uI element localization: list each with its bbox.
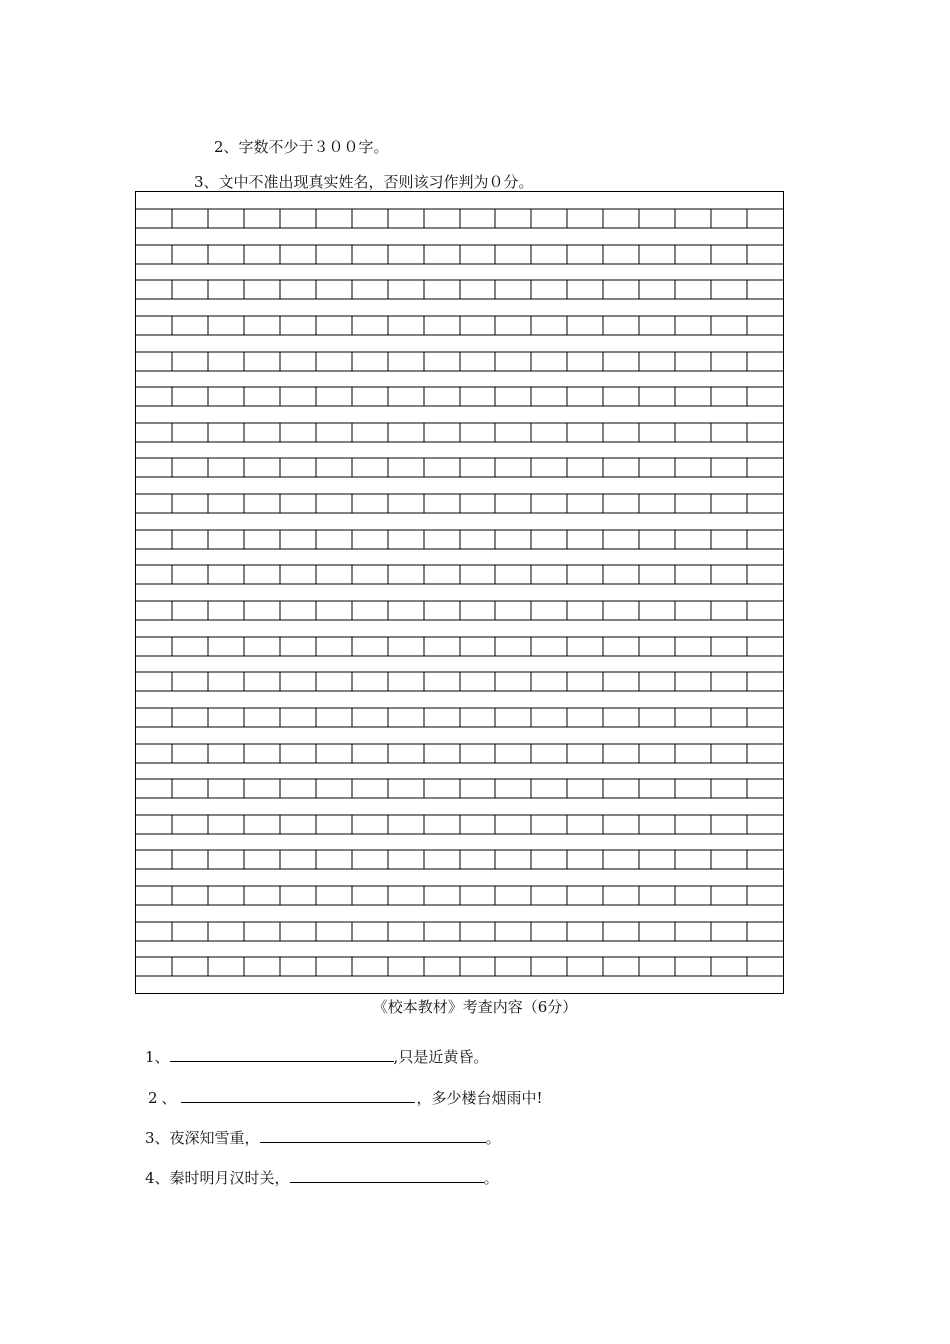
answer-blank-4[interactable] [290, 1168, 484, 1183]
section-title: 《校本教材》考查内容（6分） [372, 998, 578, 1016]
question-text-after: 。 [485, 1129, 501, 1147]
question-2 [148, 1087, 543, 1108]
question-number: 1、 [145, 1048, 170, 1066]
composition-grid-lines [136, 192, 783, 993]
question-4 [145, 1167, 499, 1188]
composition-grid[interactable] [135, 191, 784, 994]
answer-blank-2[interactable] [181, 1088, 415, 1103]
question-text-after: ,只是近黄昏。 [393, 1048, 489, 1066]
question-text-after: 。 [483, 1169, 499, 1187]
question-number: 3、 [145, 1129, 170, 1147]
answer-blank-3[interactable] [260, 1128, 486, 1143]
question-number: 2、 [148, 1089, 181, 1107]
instruction-item-2: 2、字数不少于３００字。 [214, 138, 389, 156]
question-number: 4、 [145, 1169, 170, 1187]
question-text-before: 夜深知雪重， [169, 1129, 260, 1147]
question-text-after: ，多少楼台烟雨中! [416, 1089, 543, 1107]
question-text-before: 秦时明月汉时关， [169, 1169, 290, 1187]
instruction-item-3: 3、文中不准出现真实姓名，否则该习作判为０分。 [194, 173, 534, 191]
question-1 [145, 1046, 488, 1067]
answer-blank-1[interactable] [170, 1047, 394, 1062]
question-3 [145, 1127, 501, 1148]
